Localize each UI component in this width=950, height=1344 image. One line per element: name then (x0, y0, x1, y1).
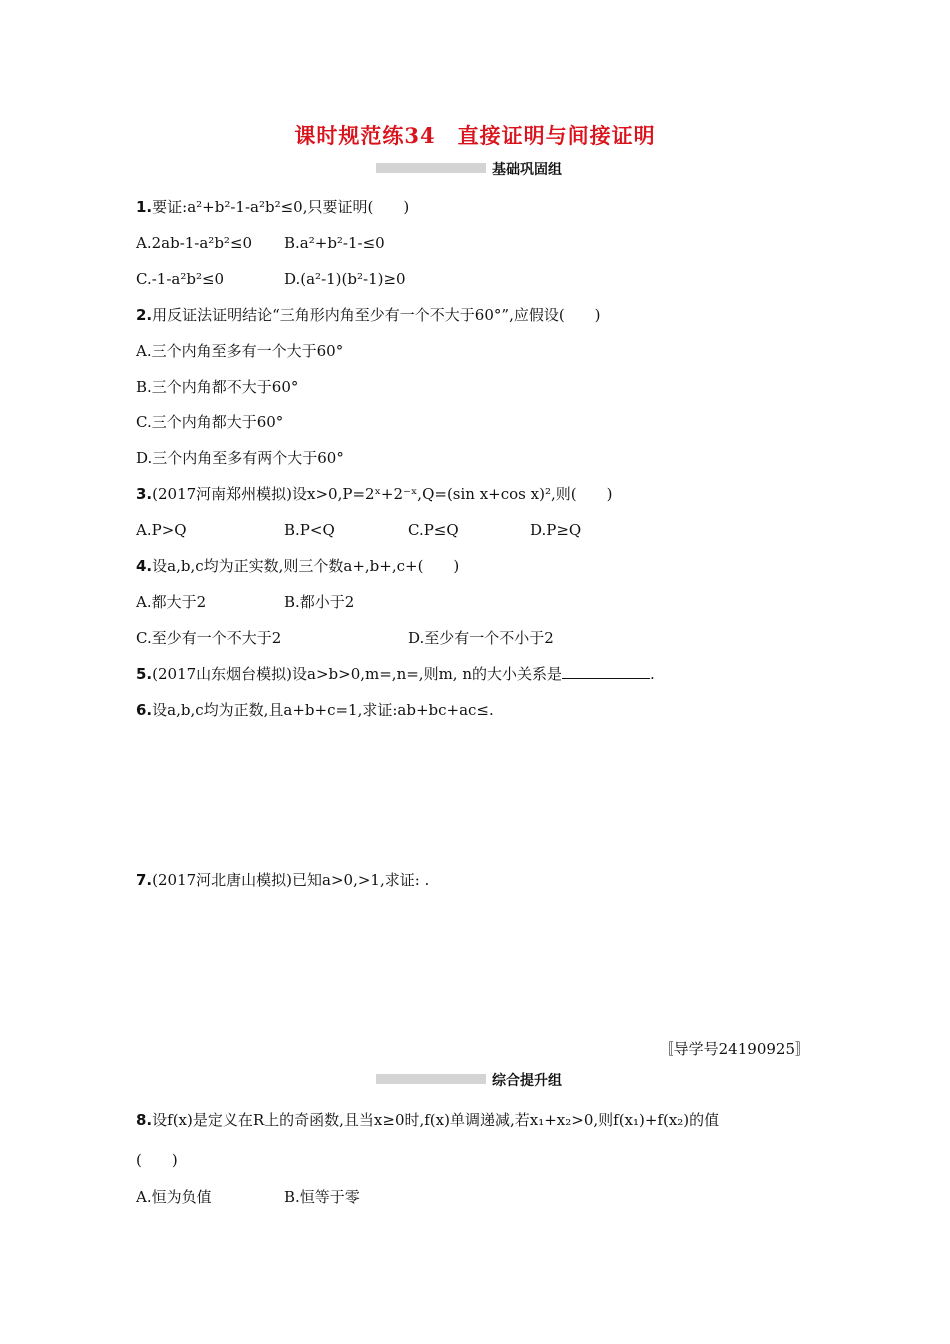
question-3-options (136, 520, 581, 540)
question-stem: 设f(x)是定义在R上的奇函数,且当x≥0时,f(x)单调递减,若x₁+x₂>0,则f(x₁)+f(x₂)的值 (152, 1111, 720, 1129)
question-end: . (650, 665, 655, 683)
option-a: A.2ab-1-a²b²≤0 (136, 234, 253, 252)
question-2 (136, 305, 601, 325)
option-c: C.至少有一个不大于2 (136, 629, 282, 647)
question-number: 7. (136, 871, 153, 889)
question-stem: (2017河南郑州模拟)设x>0,P=2ˣ+2⁻ˣ,Q=(sin x+cos x)²,则( ) (152, 485, 613, 503)
option-b: B.a²+b²-1-≤0 (284, 234, 385, 252)
question-2-option-b: B.三个内角都不大于60° (136, 378, 299, 396)
option-d: D.P≥Q (530, 521, 582, 539)
question-number: 6. (136, 701, 153, 719)
question-stem: (2017山东烟台模拟)设a>b>0,m=,n=,则m, n的大小关系是 (152, 665, 562, 683)
question-4-options-row1 (136, 592, 354, 612)
question-number: 3. (136, 485, 153, 503)
question-stem: 设a,b,c均为正实数,则三个数a+,b+,c+( ) (152, 557, 460, 575)
question-4 (136, 556, 459, 576)
question-stem: (2017河北唐山模拟)已知a>0,>1,求证: . (152, 871, 430, 889)
option-b: B.P<Q (284, 521, 335, 539)
option-a: A.P>Q (136, 521, 187, 539)
question-8-paren: ( ) (136, 1151, 178, 1169)
question-stem: 要证:a²+b²-1-a²b²≤0,只要证明( ) (152, 198, 410, 216)
option-d: D.(a²-1)(b²-1)≥0 (284, 270, 406, 288)
question-2-option-c: C.三个内角都大于60° (136, 413, 284, 431)
question-6 (136, 700, 494, 720)
question-number: 5. (136, 665, 153, 683)
question-number: 4. (136, 557, 153, 575)
question-7 (136, 870, 429, 890)
question-4-options-row2 (136, 628, 554, 648)
question-1-options-row1 (136, 233, 385, 253)
question-5 (136, 664, 655, 684)
question-number: 1. (136, 198, 153, 216)
option-a: A.恒为负值 (136, 1188, 212, 1206)
option-b: B.恒等于零 (284, 1188, 360, 1206)
page-title: 课时规范练34 直接证明与间接证明 (294, 123, 656, 148)
question-1-options-row2 (136, 269, 406, 289)
question-number: 2. (136, 306, 153, 324)
question-8-options (136, 1187, 360, 1207)
section-label-advanced: 综合提升组 (492, 1073, 562, 1089)
question-1 (136, 197, 409, 217)
option-b: B.都小于2 (284, 593, 355, 611)
section-label-basic: 基础巩固组 (492, 162, 562, 178)
section-bar-advanced (376, 1074, 486, 1084)
question-stem: 设a,b,c均为正数,且a+b+c=1,求证:ab+bc+ac≤. (152, 701, 494, 719)
option-d: D.至少有一个不小于2 (408, 629, 554, 647)
question-3 (136, 484, 612, 504)
answer-blank[interactable] (562, 664, 650, 679)
reference-number: 〚导学号24190925〛 (658, 1040, 810, 1058)
question-number: 8. (136, 1111, 153, 1129)
option-a: A.都大于2 (136, 593, 207, 611)
option-c: C.P≤Q (408, 521, 459, 539)
question-2-option-a: A.三个内角至多有一个大于60° (136, 342, 344, 360)
option-c: C.-1-a²b²≤0 (136, 270, 225, 288)
section-bar-basic (376, 163, 486, 173)
question-2-option-d: D.三个内角至多有两个大于60° (136, 449, 344, 467)
question-stem: 用反证法证明结论“三角形内角至少有一个不大于60°”,应假设( ) (152, 306, 601, 324)
question-8 (136, 1110, 719, 1130)
